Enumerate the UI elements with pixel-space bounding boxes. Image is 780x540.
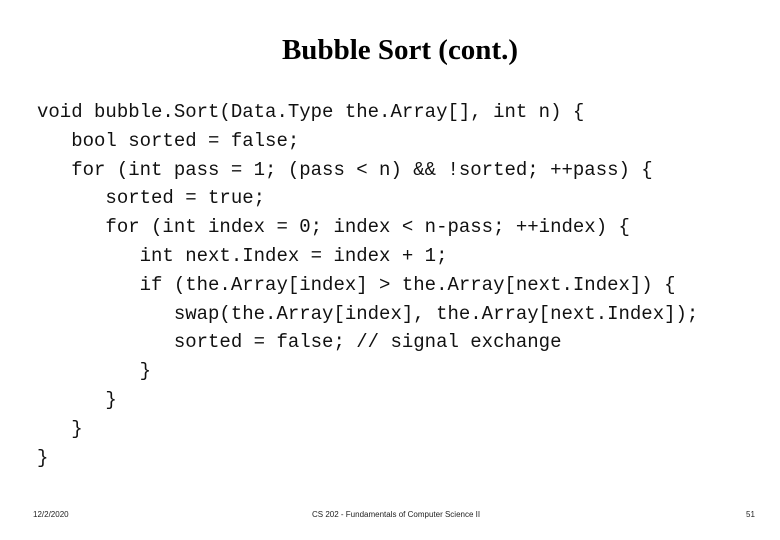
footer-course: CS 202 - Fundamentals of Computer Science II [312, 510, 481, 519]
code-line: } [37, 417, 83, 440]
code-line: bool sorted = false; [37, 129, 300, 152]
code-line: for (int index = 0; index < n-pass; ++index) { [37, 216, 630, 239]
code-line: } [37, 446, 49, 469]
page-number: 51 [746, 510, 755, 519]
code-line: sorted = true; [37, 187, 266, 210]
code-line: } [37, 388, 117, 411]
code-line: for (int pass = 1; (pass < n) && !sorted; ++pass) { [37, 158, 653, 181]
code-line: } [37, 360, 152, 383]
code-line: int next.Index = index + 1; [37, 244, 448, 267]
code-line: void bubble.Sort(Data.Type the.Array[], int n) { [37, 101, 585, 123]
code-line: if (the.Array[index] > the.Array[next.Index]) { [37, 273, 676, 296]
slide-title: Bubble Sort (cont.) [281, 34, 519, 66]
footer-date: 12/2/2020 [33, 510, 69, 519]
code-line: swap(the.Array[index], the.Array[next.Index]); [37, 302, 699, 325]
code-block [37, 98, 698, 472]
code-line: sorted = false; // signal exchange [37, 331, 562, 354]
